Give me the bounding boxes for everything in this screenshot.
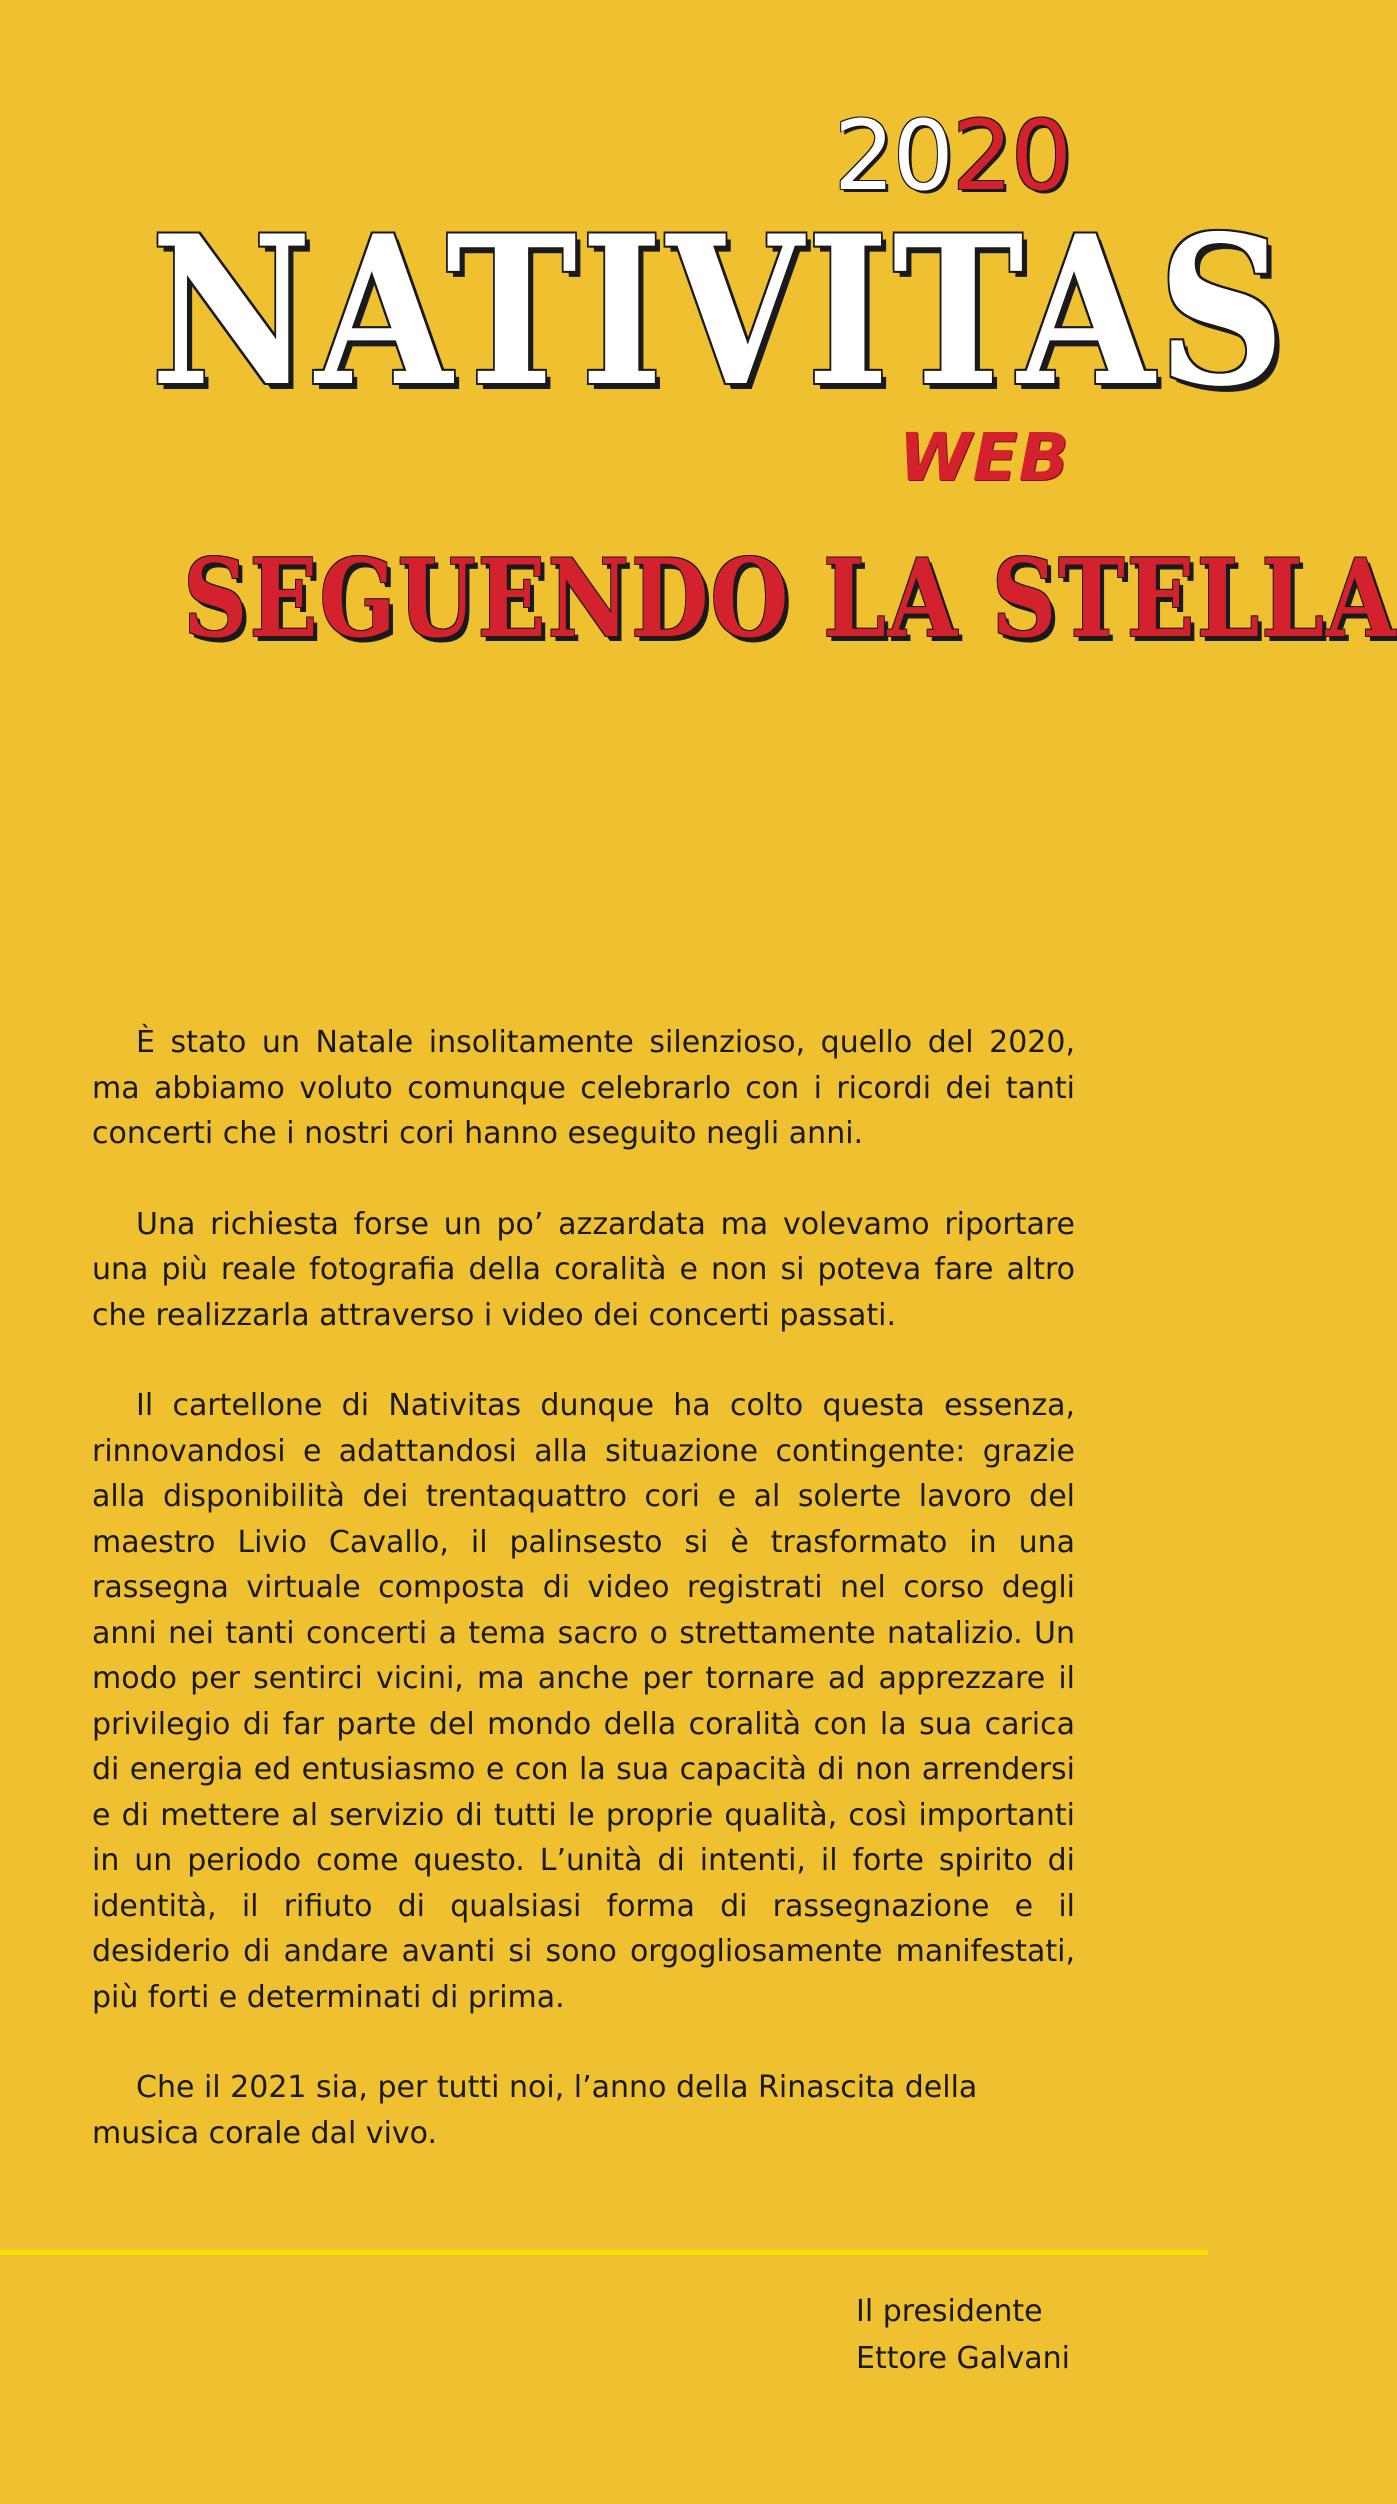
year-part-red: 20 (951, 100, 1070, 212)
event-title: NATIVITAS (150, 192, 1289, 432)
paragraph: Una richiesta forse un po’ azzardata ma volevamo riportare una più reale fotografia della coralità e non si poteva fare altro che realizzarla attraverso i video dei concerti passati. (92, 1206, 1075, 1333)
year-heading (833, 100, 1070, 212)
year-part-white: 20 (833, 100, 952, 212)
signature-name: Ettore Galvani (856, 2341, 1070, 2376)
signature-role: Il presidente (856, 2294, 1043, 2329)
signature-block (856, 2288, 1070, 2382)
divider-line (0, 2250, 1208, 2255)
event-subtitle: SEGUENDO LA STELLA (182, 536, 1397, 662)
paragraph: È stato un Natale insolitamente silenzioso, quello del 2020, ma abbiamo voluto comunque celebrarlo con i ricordi dei tanti concerti che i nostri cori hanno eseguito negli anni. (92, 1025, 1075, 1151)
paragraph: Che il 2021 sia, per tutti noi, l’anno della Rinascita della musica corale dal vivo. (92, 2070, 978, 2151)
paragraph: Il cartellone di Nativitas dunque ha colto questa essenza, rinnovandosi e adattandosi alla situazione contingente: grazie alla disponibilità dei trentaquattro cori e al solerte lavoro del maestro Livio Cavallo, il palinsesto si è trasformato in una rassegna virtuale composta di video registrati nel corso degli anni nei tanti concerti a tema sacro o strettamente natalizio. Un modo per sentirci vicini, ma anche per tornare ad apprezzare il privilegio di far parte del mondo della coralità con la sua carica di energia ed entusiasmo e con la sua capacità di non arrendersi e di mettere al servizio di tutti le proprie qualità, così importanti in un periodo come questo. L’unità di intenti, il forte spirito di identità, il rifiuto di qualsiasi forma di rassegnazione e il desiderio di andare avanti si sono orgogliosamente manifestati, più forti e determinati di prima. (92, 1388, 1075, 2015)
body-text (92, 1020, 1075, 2201)
web-tag: WEB (898, 419, 1070, 496)
